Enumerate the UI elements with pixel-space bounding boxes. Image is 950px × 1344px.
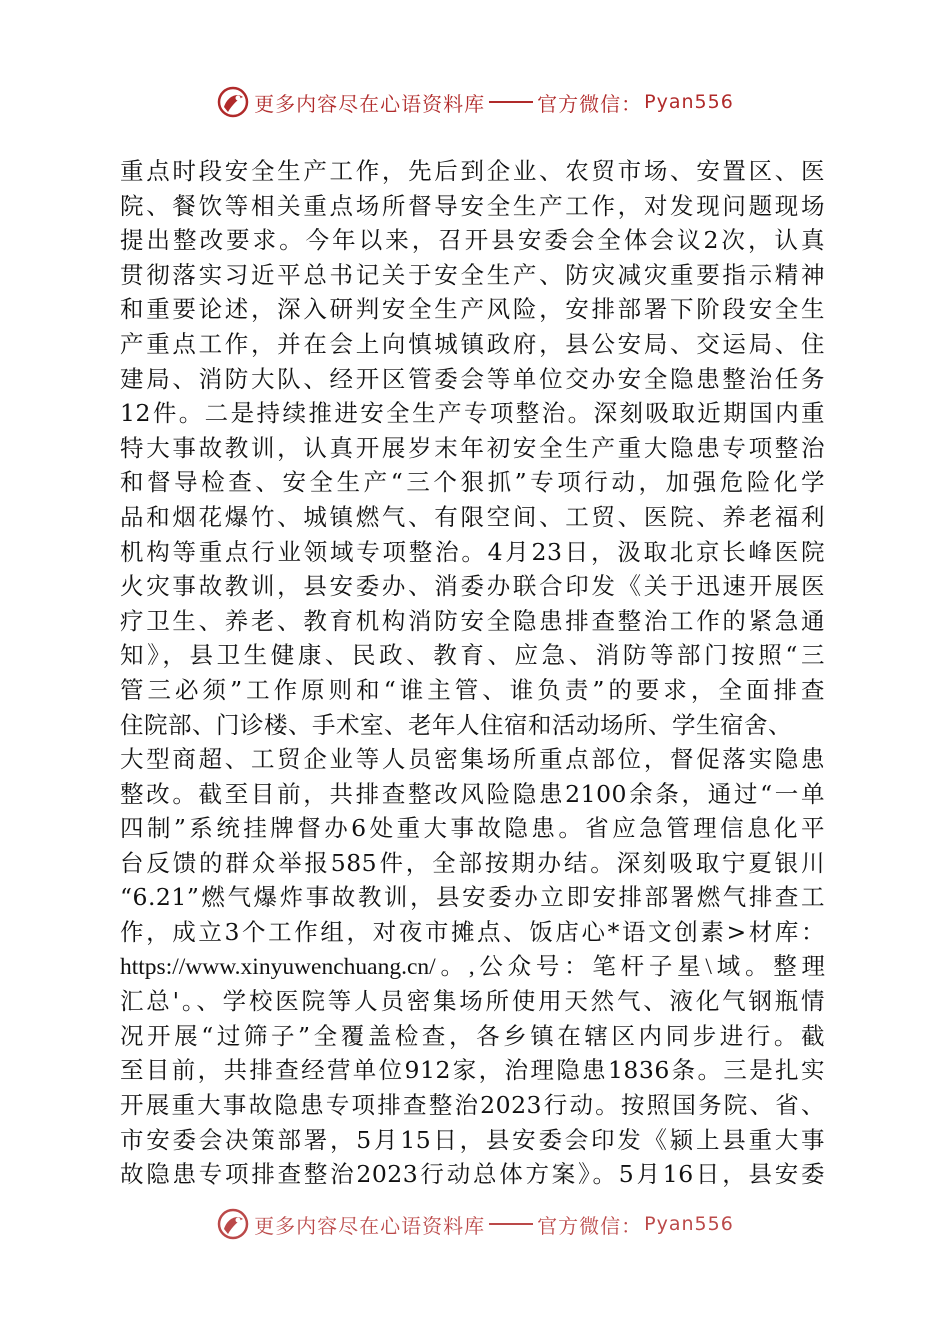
- paragraph-line: 院、餐饮等相关重点场所督导安全生产工作，对发现问题现场: [120, 191, 825, 220]
- brand-logo-icon: [216, 85, 250, 119]
- paragraph-line: 产重点工作，并在会上向慎城镇政府，县公安局、交运局、住: [120, 329, 825, 358]
- paragraph-line: 知》，县卫生健康、民政、教育、应急、消防等部门按照“三: [120, 641, 825, 670]
- paragraph-line: 故隐患专项排查整治2023行动总体方案》。5月16日，县安委: [120, 1160, 825, 1189]
- paragraph-line: 台反馈的群众举报585件，全部按期办结。深刻吸取宁夏银川: [120, 848, 825, 877]
- paragraph-line: 市安委会决策部署，5月15日，县安委会印发《颍上县重大事: [120, 1125, 825, 1154]
- paragraph-line: 管三必须”工作原则和“谁主管、谁负责”的要求，全面排查: [120, 675, 825, 704]
- document-body: [120, 154, 825, 1192]
- watermark-divider: [489, 101, 533, 103]
- paragraph-line: 况开展“过筛子”全覆盖检查，各乡镇在辖区内同步进行。截: [120, 1021, 825, 1050]
- paragraph-line: 重点时段安全生产工作，先后到企业、农贸市场、安置区、医: [120, 157, 825, 185]
- brand-logo-icon: [216, 1207, 250, 1241]
- watermark-handle: Pyan556: [644, 91, 734, 113]
- paragraph-line: 疗卫生、养老、教育机构消防安全隐患排查整治工作的紧急通: [120, 606, 825, 635]
- paragraph-line: 提出整改要求。今年以来，召开县安委会全体会议2次，认真: [120, 226, 825, 255]
- header-watermark: [0, 82, 950, 122]
- paragraph-line: 整改。截至目前，共排查整改风险隐患2100余条，通过“一单: [120, 779, 825, 808]
- paragraph-line: 火灾事故教训，县安委办、消委办联合印发《关于迅速开展医: [120, 572, 825, 601]
- paragraph-line: 汇总'。、学校医院等人员密集场所使用天然气、液化气钢瓶情: [120, 987, 825, 1016]
- paragraph-line: 和督导检查、安全生产“三个狠抓”专项行动，加强危险化学: [120, 468, 825, 497]
- watermark-label: 官方微信：: [537, 91, 643, 116]
- paragraph-line: 和重要论述，深入研判安全生产风险，安排部署下阶段安全生: [120, 295, 825, 324]
- paragraph-line: 作，成立3个工作组，对夜市摊点、饭店心*语文创素>材库：: [120, 918, 825, 947]
- paragraph-line: 贯彻落实习近平总书记关于安全生产、防灾减灾重要指示精神: [120, 260, 825, 289]
- paragraph-line: 品和烟花爆竹、城镇燃气、有限空间、工贸、医院、养老福利: [120, 502, 825, 531]
- paragraph-line: 特大事故教训，认真开展岁末年初安全生产重大隐患专项整治: [120, 433, 825, 462]
- paragraph-line: 开展重大事故隐患专项排查整治2023行动。按照国务院、省、: [120, 1091, 825, 1120]
- watermark-divider: [489, 1223, 533, 1225]
- paragraph-line: https://www.xinyuwenchuang.cn/。,公众号：笔杆子星\域。整理: [120, 953, 825, 980]
- footer-watermark: [0, 1204, 950, 1244]
- paragraph-line: 至目前，共排查经营单位912家，治理隐患1836条。三是扎实: [120, 1056, 825, 1085]
- paragraph-line: 建局、消防大队、经开区管委会等单位交办安全隐患整治任务: [120, 364, 825, 393]
- paragraph-line: 四制”系统挂牌督办6处重大事故隐患。省应急管理信息化平: [120, 814, 825, 843]
- paragraph-line: 机构等重点行业领域专项整治。4月23日，汲取北京长峰医院: [120, 537, 825, 566]
- paragraph-line: “6.21”燃气爆炸事故教训，县安委办立即安排部署燃气排查工: [120, 883, 825, 912]
- paragraph-line: 住院部、门诊楼、手术室、老年人住宿和活动场所、学生宿舍、: [120, 710, 792, 739]
- paragraph-line: 12件。二是持续推进安全生产专项整治。深刻吸取近期国内重: [120, 399, 825, 428]
- paragraph-line: 大型商超、工贸企业等人员密集场所重点部位，督促落实隐患: [120, 745, 825, 774]
- watermark-handle: Pyan556: [644, 1213, 734, 1235]
- watermark-text: 更多内容尽在心语资料库: [254, 1213, 486, 1238]
- watermark-label: 官方微信：: [537, 1213, 643, 1238]
- watermark-text: 更多内容尽在心语资料库: [254, 91, 486, 116]
